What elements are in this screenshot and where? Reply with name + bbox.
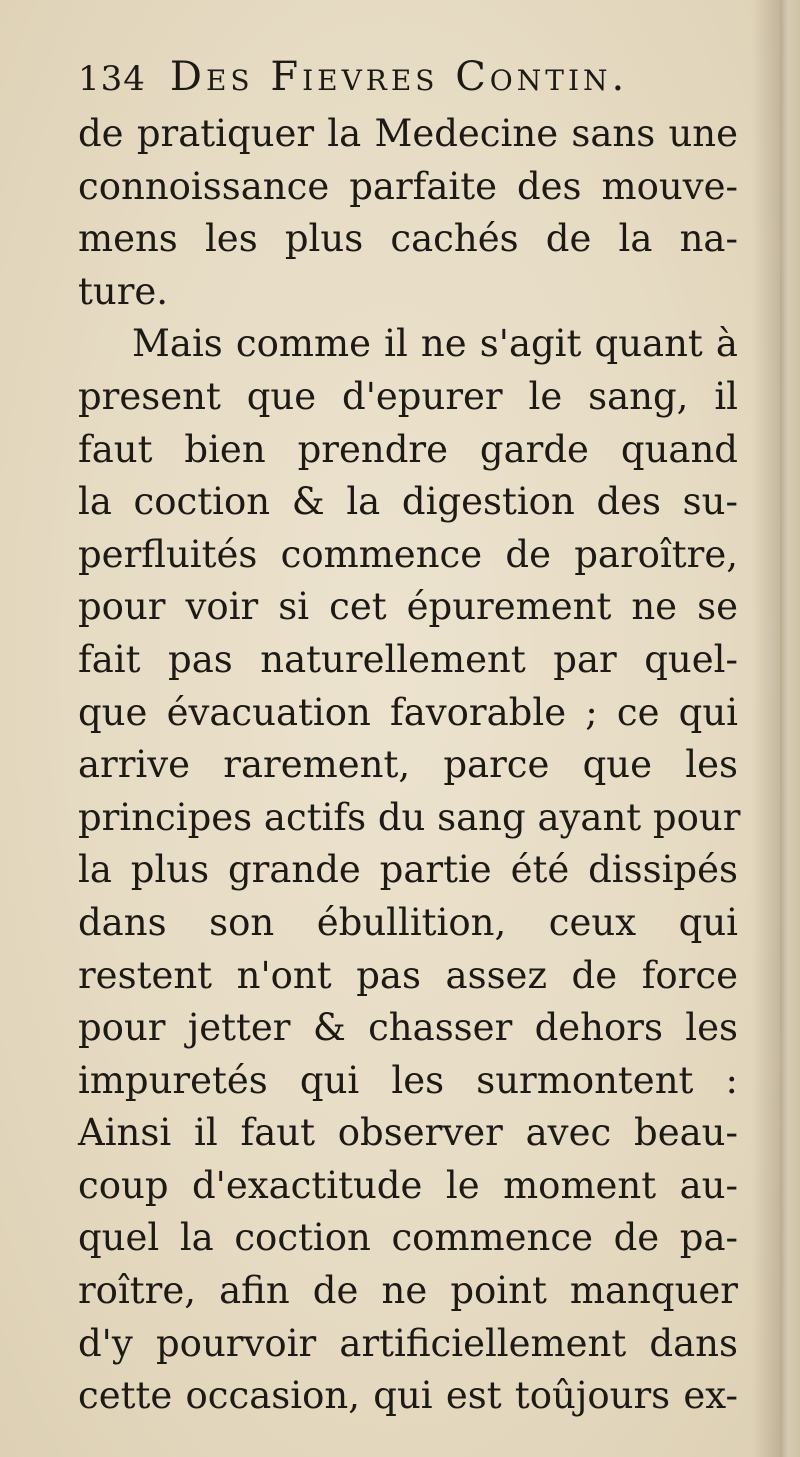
page-header (78, 52, 738, 108)
text-line: de pratiquer la Medecine sans une (78, 112, 738, 155)
text-line: Ainsi il faut observer avec beau- (78, 1111, 738, 1155)
text-line: fait pas naturellement par quel- (78, 637, 738, 681)
text-line: perfluités commence de paroître, (78, 532, 738, 576)
text-line: quel la coction commence de pa- (78, 1216, 738, 1260)
text-line: que évacuation favorable ; ce qui (78, 690, 738, 734)
text-line: restent n'ont pas assez de force (78, 953, 738, 997)
text-line: faut bien prendre garde quand (78, 427, 738, 471)
page-number: 134 (78, 59, 146, 99)
text-line: principes actifs du sang ayant pour (78, 795, 741, 839)
page-edge-shadow (752, 0, 780, 1457)
text-line: pour voir si cet épurement ne se (78, 585, 738, 629)
text-line: cette occasion, qui est toûjours ex- (78, 1374, 738, 1418)
adjacent-page-edge (780, 0, 800, 1457)
text-line: pour jetter & chasser dehors les (78, 1006, 738, 1050)
text-line: roître, afin de ne point manquer (78, 1269, 738, 1313)
running-title: Des Fievres Contin. (169, 54, 629, 100)
text-line: la plus grande partie été dissipés (78, 848, 738, 892)
text-line: dans son ébullition, ceux qui (78, 900, 738, 944)
text-line: impuretés qui les surmontent : (78, 1058, 738, 1102)
text-block (78, 52, 741, 1423)
text-line: Mais comme il ne s'agit quant à (132, 322, 738, 366)
text-line: coup d'exactitude le moment au- (78, 1163, 738, 1207)
text-line: d'y pourvoir artificiellement dans (78, 1321, 738, 1365)
text-line: present que d'epurer le sang, il (78, 374, 738, 418)
text-line: ture. (78, 269, 169, 313)
text-line: arrive rarement, parce que les (78, 743, 738, 787)
text-line: la coction & la digestion des su- (78, 480, 738, 524)
text-line: mens les plus cachés de la na- (78, 217, 738, 261)
text-line: connoissance parfaite des mouve- (78, 164, 738, 208)
